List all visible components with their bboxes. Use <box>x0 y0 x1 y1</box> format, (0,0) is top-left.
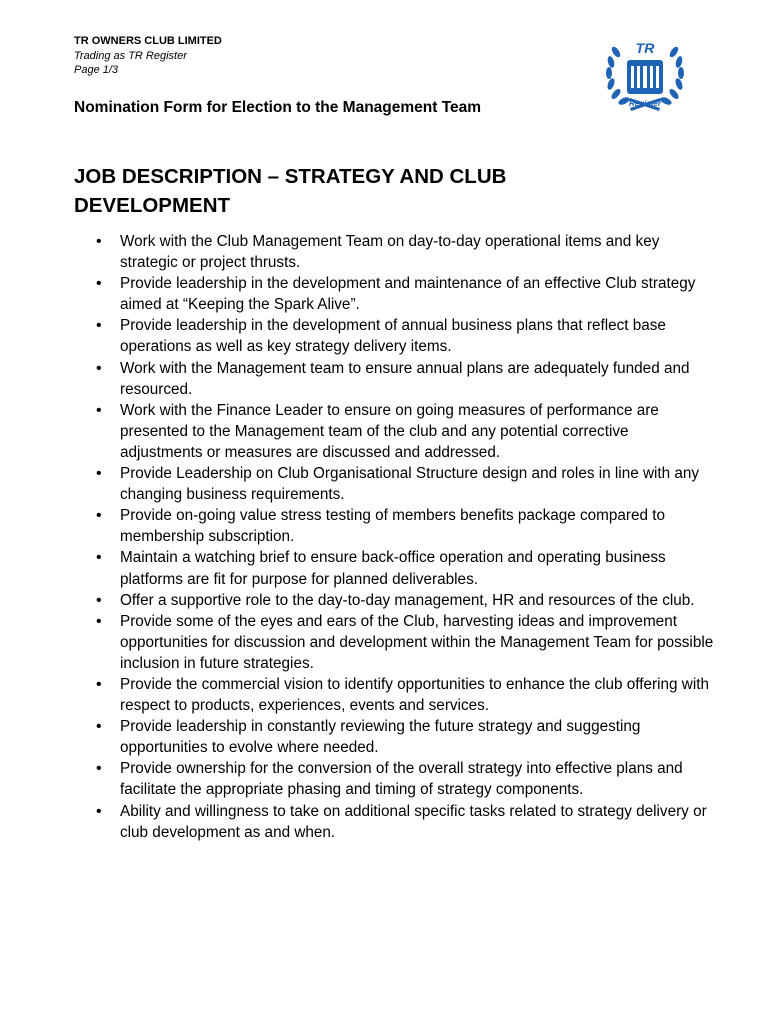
document-header <box>74 34 222 78</box>
tr-register-logo <box>600 38 690 118</box>
duty-item: • Provide leadership in the development of annual business plans that reflect base operations as well as key strategy delivery items. <box>74 315 714 357</box>
duty-item: • Provide Leadership on Club Organisational Structure design and roles in line with any changing business requirements. <box>74 463 714 505</box>
duty-item: • Provide on-going value stress testing of members benefits package compared to membership subscription. <box>74 505 714 547</box>
page-number: Page 1/3 <box>74 64 119 76</box>
logo-top-text: TR <box>635 40 655 56</box>
trading-as: Trading as TR Register <box>74 49 187 62</box>
logo-bottom-text: Register <box>628 99 662 108</box>
duty-item: • Provide leadership in constantly reviewing the future strategy and suggesting opportunities to evolve where needed. <box>74 716 714 758</box>
duty-item: • Work with the Club Management Team on day-to-day operational items and key strategic or project thrusts. <box>74 231 714 273</box>
duty-item: • Provide leadership in the development and maintenance of an effective Club strategy aimed at “Keeping the Spark Alive”. <box>74 273 714 315</box>
company-name: TR OWNERS CLUB LIMITED <box>74 35 222 47</box>
duty-item: • Ability and willingness to take on additional specific tasks related to strategy delivery or club development as and when. <box>74 801 714 843</box>
duty-item: • Offer a supportive role to the day-to-day management, HR and resources of the club. <box>74 590 714 611</box>
duty-item: • Maintain a watching brief to ensure back-office operation and operating business platforms are fit for purpose for planned deliverables. <box>74 547 714 589</box>
duty-item: • Work with the Finance Leader to ensure on going measures of performance are presented to the Management team of the club and any potential corrective adjustments or measures are discussed and addressed. <box>74 400 714 463</box>
duty-item: • Provide ownership for the conversion of the overall strategy into effective plans and facilitate the appropriate phasing and timing of strategy components. <box>74 758 714 800</box>
duty-item: • Provide some of the eyes and ears of the Club, harvesting ideas and improvement opportunities for discussion and development within the Management Team for possible inclusion in future strategies. <box>74 611 714 674</box>
duty-item: • Work with the Management team to ensure annual plans are adequately funded and resourced. <box>74 358 714 400</box>
duties-list <box>74 231 714 843</box>
duty-item: • Provide the commercial vision to identify opportunities to enhance the club offering with respect to products, experiences, events and services. <box>74 674 714 716</box>
form-title: Nomination Form for Election to the Management Team <box>74 99 482 116</box>
tr-register-laurel-logo-icon <box>600 38 690 118</box>
job-description-title: JOB DESCRIPTION – STRATEGY AND CLUB DEVELOPMENT <box>74 165 507 217</box>
